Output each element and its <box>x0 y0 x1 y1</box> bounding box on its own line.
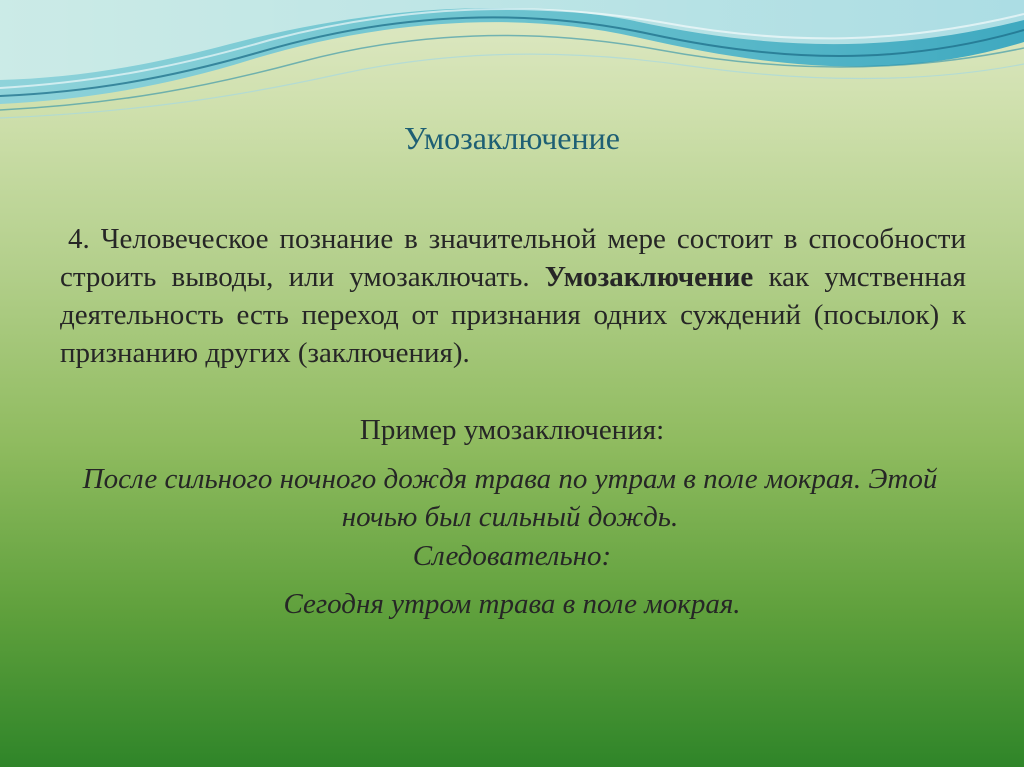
example-premises: После сильного ночного дождя трава по утрам в поле мокрая. Этой ночью был сильный дождь. <box>82 463 938 533</box>
slide-title: Умозаключение <box>404 120 620 156</box>
example-label: Пример умозаключения: <box>359 414 665 446</box>
conclusion-text: Сегодня утром трава в поле мокрая. <box>283 588 741 620</box>
paragraph-definition: как умственная деятельность есть переход от признания одних суждений (посылок) к признанию других (заключения). <box>60 261 966 369</box>
definition-paragraph <box>60 220 966 372</box>
paragraph-lead-in: 4. Человеческое познание в значительной мере состоит в способности строить выводы, или умозаключать. <box>60 223 966 293</box>
term-bold: Умозаключение <box>544 261 754 293</box>
conclusion-label: Следовательно: <box>412 540 612 572</box>
decorative-wave-banner <box>0 0 1024 130</box>
